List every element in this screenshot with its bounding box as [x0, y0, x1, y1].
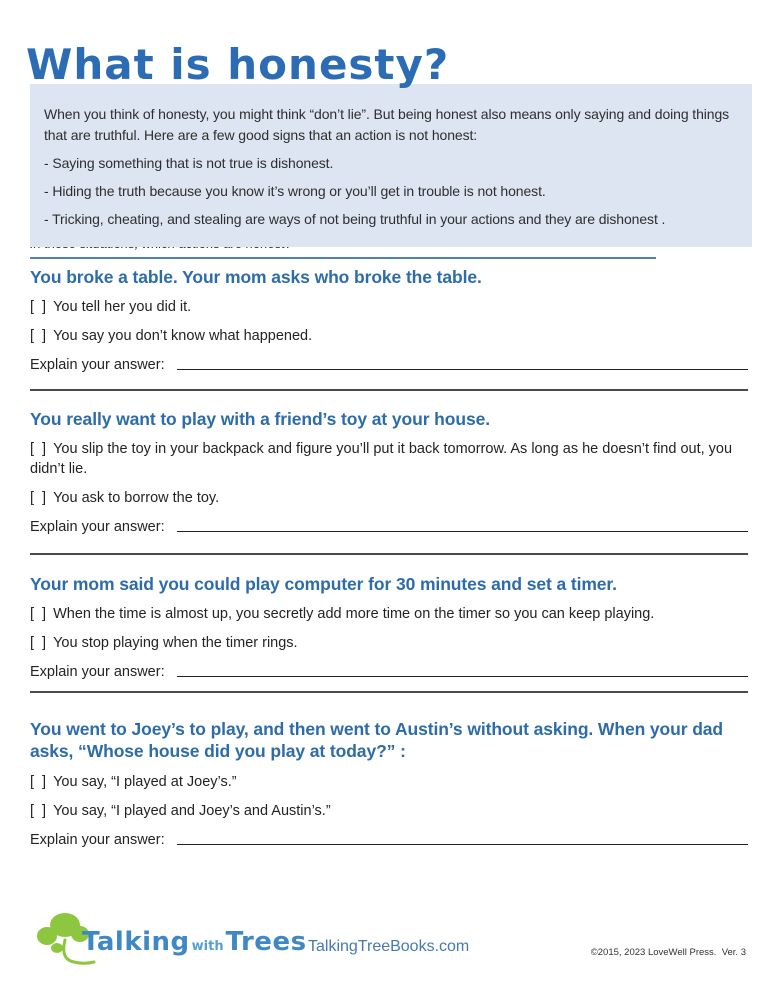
- intro-paragraph: When you think of honesty, you might think “don’t lie”. But being honest also means only saying and doing things that are truthful. Here are a few good signs that an action is not honest:: [44, 106, 730, 143]
- option-row: [30, 772, 748, 792]
- checkbox[interactable]: [ ]: [30, 773, 49, 790]
- logo-word-talking: Talking: [82, 926, 190, 957]
- worksheet-section: [30, 266, 748, 373]
- talking-with-trees-logo: [34, 910, 307, 973]
- option-row: [30, 604, 748, 624]
- option-label: You slip the toy in your backpack and figure you’ll put it back tomorrow. As long as he doesn’t find out, you didn’t lie.: [30, 441, 733, 478]
- section-divider: [30, 389, 748, 391]
- option-label: When the time is almost up, you secretly add more time on the timer so you can keep playing.: [53, 606, 655, 623]
- checkbox[interactable]: [ ]: [30, 606, 49, 623]
- answer-line[interactable]: [177, 675, 748, 677]
- intro-bullet: - Hiding the truth because you know it’s wrong or you’ll get in trouble is not honest.: [44, 183, 546, 200]
- explain-label: Explain your answer:: [30, 831, 165, 848]
- option-label: You stop playing when the timer rings.: [53, 635, 298, 652]
- website-link[interactable]: TalkingTreeBooks.com: [308, 938, 470, 955]
- worksheet-section: [30, 408, 748, 535]
- section-divider: [30, 553, 748, 555]
- checkbox[interactable]: [ ]: [30, 328, 49, 345]
- option-row: [30, 297, 748, 317]
- explain-row: [30, 832, 748, 848]
- explain-row: [30, 357, 748, 373]
- answer-line[interactable]: [177, 530, 748, 532]
- intro-bullet: - Saying something that is not true is dishonest.: [44, 155, 334, 172]
- answer-line[interactable]: [177, 843, 748, 845]
- worksheet-section: [30, 718, 748, 848]
- copyright-text: ©2015, 2023 LoveWell Press. Ver. 3: [590, 947, 746, 958]
- explain-label: Explain your answer:: [30, 664, 165, 681]
- page-title: What is honesty?: [26, 40, 450, 89]
- option-row: [30, 633, 748, 653]
- logo-wordmark: [82, 927, 307, 957]
- section-heading: Your mom said you could play computer for 30 minutes and set a timer.: [30, 574, 617, 594]
- option-label: You tell her you did it.: [53, 299, 192, 316]
- section-heading: You really want to play with a friend’s toy at your house.: [30, 409, 490, 429]
- option-row: [30, 439, 748, 479]
- logo-word-with: with: [191, 938, 224, 954]
- section-divider: [30, 691, 748, 693]
- explain-label: Explain your answer:: [30, 357, 165, 374]
- option-label: You say, “I played at Joey’s.”: [53, 773, 237, 790]
- checkbox[interactable]: [ ]: [30, 802, 49, 819]
- checkbox[interactable]: [ ]: [30, 299, 49, 316]
- option-row: [30, 326, 748, 346]
- intro-box: [30, 84, 752, 247]
- option-label: You say you don’t know what happened.: [53, 328, 313, 345]
- checkbox[interactable]: [ ]: [30, 635, 49, 652]
- section-heading: You went to Joey’s to play, and then went to Austin’s without asking. When your dad asks, “Whose house did you play at today?” :: [30, 719, 724, 762]
- worksheet-section: [30, 573, 748, 680]
- checkbox[interactable]: [ ]: [30, 441, 49, 458]
- explain-row: [30, 664, 748, 680]
- option-label: You ask to borrow the toy.: [53, 490, 220, 507]
- option-row: [30, 488, 748, 508]
- checkbox[interactable]: [ ]: [30, 490, 49, 507]
- answer-line[interactable]: [177, 368, 748, 370]
- logo-word-trees: Trees: [225, 926, 307, 957]
- option-row: [30, 801, 748, 821]
- option-label: You say, “I played and Joey’s and Austin’s.”: [53, 802, 331, 819]
- intro-bullet: - Tricking, cheating, and stealing are ways of not being truthful in your actions and they are dishonest .: [44, 210, 666, 227]
- explain-label: Explain your answer:: [30, 519, 165, 536]
- explain-row: [30, 519, 748, 535]
- section-heading: You broke a table. Your mom asks who broke the table.: [30, 267, 482, 287]
